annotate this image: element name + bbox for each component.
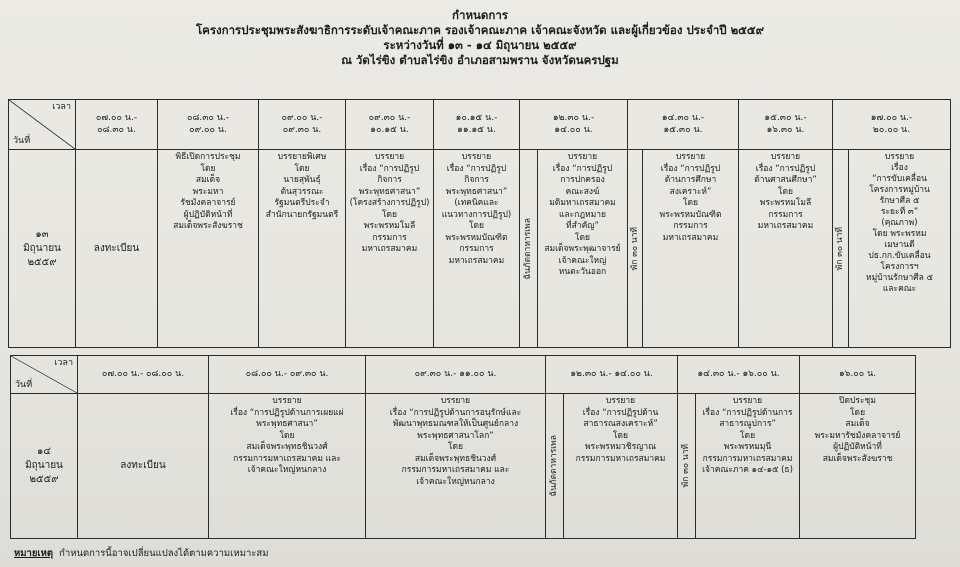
day1-lunch: ฉันภัตตาหารเพล: [520, 150, 538, 348]
time-label: เวลา: [52, 102, 71, 112]
day2-lecture-public-welfare: บรรยาย เรื่อง “การปฏิรูปด้าน สาธารณสงเคราะห์” โดย พระพรหมวชิรญาณ กรรมการมหาเถรสมาคม: [564, 394, 678, 539]
day1-lecture-governance: บรรยาย เรื่อง “การปฏิรูป การปกครอง คณะสงฆ์ มติมหาเถรสมาคม และกฎหมาย ที่สำคัญ” โดย สมเด็จพระพุฒาจารย์ เจ้าคณะใหญ่ หนตะวันออก: [538, 150, 628, 348]
time-slot: ๑๒.๓๐ น.- ๑๔.๐๐ น.: [546, 356, 678, 394]
day-label: วันที่: [15, 379, 33, 390]
header-dates: ระหว่างวันที่ ๑๓ - ๑๔ มิถุนายน ๒๕๕๙: [383, 38, 577, 52]
day-label: วันที่: [13, 135, 31, 146]
time-slot: ๑๔.๓๐ น.- ๑๕.๓๐ น.: [628, 100, 739, 150]
header-project: โครงการประชุมพระสังฆาธิการระดับเจ้าคณะภาค รองเจ้าคณะภาค เจ้าคณะจังหวัด และผู้เกี่ยวข้อง ประจำปี ๒๕๕๙: [195, 23, 765, 37]
day1-break-2: พัก ๓๐ นาที: [833, 150, 849, 348]
day2-lecture-buddhamonthon: บรรยาย เรื่อง “การปฏิรูปด้านการอนุรักษ์และ พัฒนาพุทธมณฑลให้เป็นศูนย์กลาง พระพุทธศาสนาโลก” โดย สมเด็จพระพุทธชินวงศ์ กรรมการมหาเถรสมาคม และ เจ้าคณะใหญ่หนกลาง: [366, 394, 546, 539]
day2-schedule-table: [10, 355, 916, 539]
day2-time-row: [11, 356, 916, 394]
day1-date: ๑๓ มิถุนายน ๒๕๕๙: [9, 150, 76, 348]
time-slot: ๐๗.๐๐ น.- ๐๘.๓๐ น.: [76, 100, 158, 150]
time-slot: ๑๐.๑๕ น.- ๑๑.๑๕ น.: [434, 100, 520, 150]
day1-lecture-techniques: บรรยาย เรื่อง “การปฏิรูป กิจการ พระพุทธศาสนา” (เทคนิคและ แนวทางการปฏิรูป) โดย พระพรหมบัณฑิต กรรมการ มหาเถรสมาคม: [434, 150, 520, 348]
day1-lecture-structure: บรรยาย เรื่อง “การปฏิรูป กิจการ พระพุทธศาสนา” (โครงสร้างการปฏิรูป) โดย พระพรหมโมลี กรรมการ มหาเถรสมาคม: [346, 150, 434, 348]
time-slot: ๐๘.๓๐ น.- ๐๙.๐๐ น.: [158, 100, 259, 150]
day1-lecture-five-precepts: บรรยาย เรื่อง “การขับเคลื่อน โครงการหมู่บ้าน รักษาศีล ๕ ระยะที่ ๓” (คุณภาพ) โดย พระพรหม เมษานดี ปธ.กก.ขับเคลื่อน โครงการฯ หมู่บ้านรักษาศีล ๕ และคณะ: [849, 150, 951, 348]
day1-schedule-table: [8, 99, 951, 348]
time-slot: ๑๔.๓๐ น.- ๑๖.๐๐ น.: [678, 356, 800, 394]
time-slot: ๑๕.๓๐ น.- ๑๖.๓๐ น.: [739, 100, 833, 150]
day1-program-row: [9, 150, 951, 348]
time-slot: ๐๘.๐๐ น.- ๐๙.๓๐ น.: [209, 356, 366, 394]
day2-registration: ลงทะเบียน: [78, 394, 209, 539]
day2-lunch: ฉันภัตตาหารเพล: [546, 394, 564, 539]
day1-lecture-religious-studies: บรรยาย เรื่อง “การปฏิรูป ด้านศาสนศึกษา” โดย พระพรหมโมลี กรรมการ มหาเถรสมาคม: [739, 150, 833, 348]
day2-program-row: [11, 394, 916, 539]
day1-header-corner: [9, 100, 76, 150]
day2-break: พัก ๓๐ นาที: [678, 394, 696, 539]
footnote-text: กำหนดการนี้อาจเปลี่ยนแปลงได้ตามความเหมาะสม: [59, 548, 269, 559]
day2-lecture-propagation: บรรยาย เรื่อง “การปฏิรูปด้านการเผยแผ่ พระพุทธศาสนา” โดย สมเด็จพระพุทธชินวงศ์ กรรมการมหาเถรสมาคม และ เจ้าคณะใหญ่หนกลาง: [209, 394, 366, 539]
footnote-label: หมายเหตุ: [14, 548, 54, 559]
day1-special-lecture: บรรยายพิเศษ โดย นายสุพันธุ์ ต้นสุวรรณะ รัฐมนตรีประจำ สำนักนายกรัฐมนตรี: [259, 150, 346, 348]
header-venue: ณ วัดไร่ขิง ตำบลไร่ขิง อำเภอสามพราน จังหวัดนครปฐม: [341, 53, 619, 67]
time-slot: ๐๙.๐๐ น.- ๐๙.๓๐ น.: [259, 100, 346, 150]
header-title: กำหนดการ: [452, 8, 508, 22]
day1-time-row: [9, 100, 951, 150]
day2-closing-ceremony: ปิดประชุม โดย สมเด็จ พระมหารัชมังคลาจารย์ ผู้ปฏิบัติหน้าที่ สมเด็จพระสังฆราช: [800, 394, 916, 539]
time-slot: ๑๒.๓๐ น.- ๑๔.๐๐ น.: [520, 100, 628, 150]
time-slot: ๑๖.๐๐ น.: [800, 356, 916, 394]
day2-lecture-public-utilities: บรรยาย เรื่อง “การปฏิรูปด้านการ สาธารณูปการ” โดย พระพรหมมุนี กรรมการมหาเถรสมาคม เจ้าคณะภาค ๑๔-๑๕ (ธ): [696, 394, 800, 539]
time-slot: ๐๙.๓๐ น.- ๑๑.๐๐ น.: [366, 356, 546, 394]
day1-opening-ceremony: พิธีเปิดการประชุม โดย สมเด็จ พระมหา รัชมังคลาจารย์ ผู้ปฏิบัติหน้าที่ สมเด็จพระสังฆราช: [158, 150, 259, 348]
document-header: [0, 8, 960, 68]
day1-registration: ลงทะเบียน: [76, 150, 158, 348]
footnote: [14, 546, 268, 561]
time-slot: ๑๗.๐๐ น.- ๒๐.๐๐ น.: [833, 100, 951, 150]
day1-lecture-education: บรรยาย เรื่อง “การปฏิรูป ด้านการศึกษา สงเคราะห์” โดย พระพรหมบัณฑิต กรรมการ มหาเถรสมาคม: [643, 150, 739, 348]
day2-header-corner: [11, 356, 78, 394]
time-label: เวลา: [54, 358, 73, 368]
time-slot: ๐๗.๐๐ น.- ๐๘.๐๐ น.: [78, 356, 209, 394]
day1-break-1: พัก ๓๐ นาที: [628, 150, 643, 348]
day2-date: ๑๔ มิถุนายน ๒๕๕๙: [11, 394, 78, 539]
time-slot: ๐๙.๓๐ น.- ๑๐.๑๕ น.: [346, 100, 434, 150]
